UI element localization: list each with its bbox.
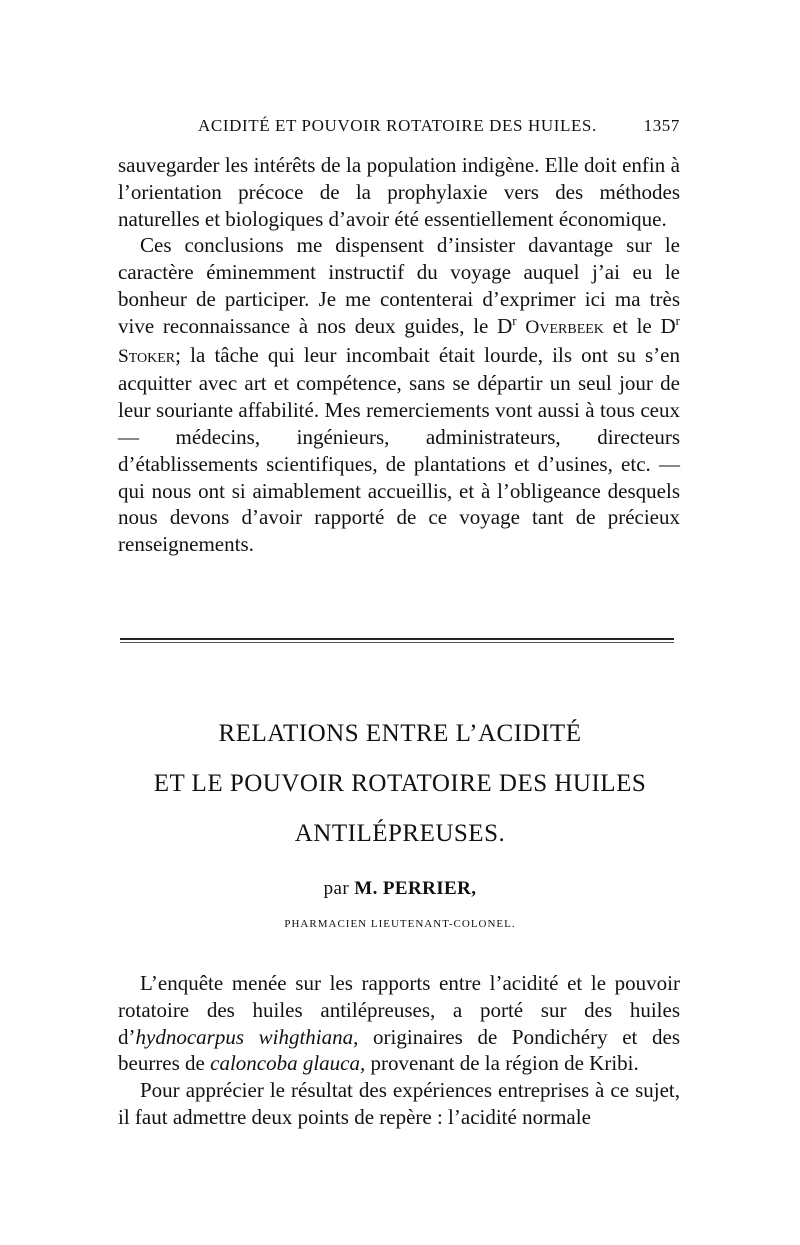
article-title-line-1: RELATIONS ENTRE L’ACIDITÉ xyxy=(218,720,582,747)
author-line xyxy=(100,878,700,900)
section-divider xyxy=(120,638,674,643)
continuation-paragraph-2 xyxy=(118,232,680,558)
body-paragraph-2: Pour apprécier le résultat des expériences entreprises à ce sujet, il faut admettre deux points de repère : l’acidité normale xyxy=(118,1078,680,1129)
paragraph-text: L’enquête menée sur les rapports entre l’acidité et le pouvoir rotatoire des huiles antilépreuses, a porté sur des huiles d’ xyxy=(118,971,680,1049)
paragraph-text: Ces conclusions me dispensent d’insister davantage sur le caractère éminemment instructif du voyage auquel j’ai eu le bonheur de participer. Je me contenterai d’exprimer ici ma très vive reconnaissance à nos deux guides, le D xyxy=(118,233,680,338)
continuation-paragraph-1: sauvegarder les intérêts de la population indigène. Elle doit enfin à l’orientation précoce de la prophylaxie vers des méthodes naturelles et biologiques d’avoir été essentiellement économique. xyxy=(118,153,680,231)
continuation-text xyxy=(118,152,680,558)
paragraph-text: provenant de la région de Kribi. xyxy=(365,1051,639,1076)
superscript-r: r xyxy=(512,312,517,328)
author-prefix: par xyxy=(323,878,350,899)
paragraph-text: originaires de Pondichéry et des beurres de xyxy=(118,1024,681,1076)
person-name-overbeek: Overbeek xyxy=(525,316,604,338)
article-body xyxy=(118,970,680,1131)
article-title-line-3: ANTILÉPREUSES. xyxy=(294,820,506,847)
article-title xyxy=(100,720,700,870)
paragraph-text: et le D xyxy=(612,313,676,338)
species-name-caloncoba: caloncoba glauca, xyxy=(210,1051,366,1076)
species-name-hydnocarpus: hydnocarpus wihgthiana, xyxy=(135,1024,359,1049)
article-title-line-2: ET LE POUVOIR ROTATOIRE DES HUILES xyxy=(153,770,647,797)
superscript-r: r xyxy=(675,312,681,328)
running-title: ACIDITÉ ET POUVOIR ROTATOIRE DES HUILES. xyxy=(198,116,597,135)
person-name-stoker: Stoker xyxy=(118,345,176,367)
paragraph-text: ; la tâche qui leur incombait était lourde, ils ont su s’en acquitter avec art et compétence, sans se départir un seul jour de leur souriante affabilité. Mes remerciements vont aussi à tous ceux — médecins, ingénieurs, administrateurs, directeurs d’établissements scientifiques, de plantations et d’usines, etc. — qui nous ont si aimablement accueillis, et à l’obligeance desquels nous devons d’avoir rapporté de ce voyage tant de précieux renseignements. xyxy=(118,342,680,557)
page-number: 1357 xyxy=(643,116,680,135)
body-paragraph-1 xyxy=(118,970,680,1077)
author-rank: PHARMACIEN LIEUTENANT-COLONEL. xyxy=(284,918,516,930)
author-name: M. PERRIER, xyxy=(354,878,477,899)
